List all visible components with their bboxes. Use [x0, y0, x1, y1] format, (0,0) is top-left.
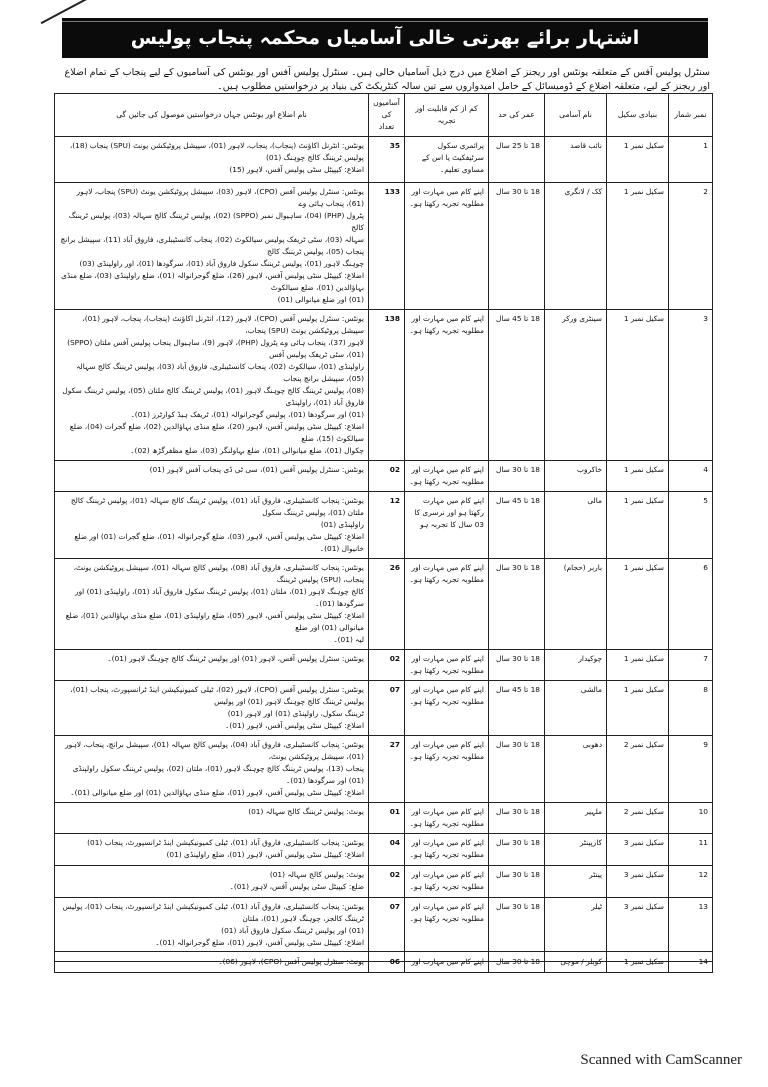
cell-posts: 06 — [369, 952, 405, 973]
office-line: یونٹس: پنجاب کانسٹیبلری، فاروق آباد (01)، ٹیلی کمیونیکیشن اینڈ ٹرانسپورٹ، پنجاب (01) — [87, 838, 364, 847]
cell-serial: 10 — [669, 803, 713, 834]
table-row — [55, 183, 713, 310]
office-line: چوہنگ لاہور (01)، پولیس ٹریننگ سکول فاروق آباد (01)، سرگودھا (01)، اور راولپنڈی (03) — [79, 259, 364, 268]
cell-scale: سکیل نمبر 1 — [607, 461, 669, 492]
cell-age: 18 تا 30 سال — [489, 461, 545, 492]
office-line: اضلاع: کیپیٹل سٹی پولیس آفس، لاہور (15) — [229, 165, 364, 174]
cell-posts: 07 — [369, 898, 405, 962]
office-line: یونٹس: سنٹرل پولیس آفس، لاہور (01) اور پولیس ٹریننگ کالج چوہنگ لاہور (01)۔ — [107, 654, 364, 663]
cell-post: ٹیلر — [545, 898, 607, 962]
office-line: یونٹس: پنجاب کانسٹیبلری، فاروق آباد (01)، پولیس ٹریننگ کالج سہالہ (01)، پولیس ٹریننگ کالج ملتان (01)، پولیس ٹریننگ سکول — [70, 496, 364, 517]
cell-age: 18 تا 45 سال — [489, 310, 545, 461]
table-row — [55, 559, 713, 650]
office-line: کالج چوہنگ لاہور (01)، ملتان (01)، پولیس ٹریننگ سکول فاروق آباد (01)، راولپنڈی (01) اور سرگودھا (01)۔ — [75, 587, 364, 608]
office-line: یونٹ: پولیس ٹریننگ کالج سہالہ (01) — [248, 807, 364, 816]
cell-serial: 5 — [669, 492, 713, 559]
office-line: ٹریننگ سکول، راولپنڈی (01) اور لاہور (01) — [227, 709, 364, 718]
cell-qualification: اپنے کام میں مہارت اور مطلوبہ تجربہ رکھتا ہو۔ — [405, 559, 489, 650]
cell-posts: 04 — [369, 834, 405, 866]
cell-offices — [55, 559, 369, 650]
header-serial: نمبر شمار — [669, 94, 713, 137]
cell-scale: سکیل نمبر 1 — [607, 183, 669, 310]
advertisement-title: اشتہار برائے بھرتی خالی آسامیاں محکمہ پنجاب پولیس — [130, 27, 640, 49]
header-scale: بنیادی سکیل — [607, 94, 669, 137]
table-row — [55, 492, 713, 559]
header-post: نام آسامی — [545, 94, 607, 137]
table-row — [55, 650, 713, 681]
cell-scale: سکیل نمبر 2 — [607, 736, 669, 803]
cell-qualification: اپنے کام میں مہارت اور مطلوبہ تجربہ رکھتا ہو۔ — [405, 681, 489, 736]
cell-qualification: اپنے کام میں مہارت اور مطلوبہ تجربہ رکھتا ہو۔ — [405, 310, 489, 461]
cell-offices — [55, 461, 369, 492]
office-line: راولپنڈی (01)، سیالکوٹ (02)، پنجاب کانسٹیبلری، فاروق آباد (03)، پولیس ٹریننگ کالج سہالہ (05)، سپیشل برانچ پنجاب — [76, 362, 364, 383]
table-row — [55, 866, 713, 898]
office-line: اضلاع: کیپیٹل سٹی پولیس آفس، لاہور (20)، ضلع منڈی بہاؤالدین (02)، ضلع گجرات (04)، ضلع سیالکوٹ (15)، ضلع — [69, 422, 364, 443]
office-line: یونٹس: پنجاب کانسٹیبلری، فاروق آباد (04)، پولیس کالج سہالہ (01)، سپیشل برانچ، پنجاب، لاہور (01)، سپیشل پروٹیکشن یونٹ، — [65, 740, 364, 761]
cell-age: 18 تا 30 سال — [489, 183, 545, 310]
cell-serial: 1 — [669, 137, 713, 183]
cell-scale: سکیل نمبر 1 — [607, 650, 669, 681]
cell-age: 18 تا 45 سال — [489, 681, 545, 736]
cell-posts: 138 — [369, 310, 405, 461]
cell-offices — [55, 834, 369, 866]
cell-age: 18 تا 25 سال — [489, 137, 545, 183]
cell-post: مالشی — [545, 681, 607, 736]
office-line: اضلاع: کیپیٹل سٹی پولیس آفس، لاہور (26)، ضلع گوجرانوالہ (01)، ضلع راولپنڈی (03)، ضلع منڈی بہاؤالدین (01)، ضلع سیالکوٹ — [61, 271, 364, 292]
office-line: ضلع: کیپیٹل سٹی پولیس آفس، لاہور (01)۔ — [229, 882, 364, 891]
table-row — [55, 803, 713, 834]
additional-vacancy-table — [54, 951, 713, 973]
cell-qualification: اپنے کام میں مہارت اور — [405, 952, 489, 973]
office-line: راولپنڈی (01) — [320, 520, 364, 529]
cell-offices — [55, 492, 369, 559]
office-line: پولیس ٹریننگ کالج چوہنگ (01) — [266, 153, 364, 162]
cell-post: سینٹری ورکر — [545, 310, 607, 461]
cell-posts: 01 — [369, 803, 405, 834]
cell-scale: سکیل نمبر 2 — [607, 803, 669, 834]
cell-posts: 12 — [369, 492, 405, 559]
cell-posts: 02 — [369, 866, 405, 898]
office-line: یونٹس: سنٹرل پولیس آفس (CPO)، لاہور (12)، انٹرنل اکاؤنٹ (پنجاب)، پنجاب، لاہور (01)، سپیشل پروٹیکشن یونٹ (SPU) پنجاب، — [82, 314, 364, 335]
cell-offices — [55, 803, 369, 834]
cell-post: نائب قاصد — [545, 137, 607, 183]
office-line: یونٹس: پنجاب کانسٹیبلری، فاروق آباد (01)، ٹیلی کمیونیکیشن اینڈ ٹرانسپورٹ، پنجاب (01)، پولیس ٹریننگ کالجز، چوہنگ لاہور (01)، ملتان — [62, 902, 364, 923]
cell-post: مالی — [545, 492, 607, 559]
office-line: (01) اور پولیس ٹریننگ سکول فاروق آباد (01) — [221, 926, 364, 935]
cell-offices — [55, 137, 369, 183]
office-line: (08)، پولیس ٹریننگ کالج چوہنگ لاہور (01)، پولیس ٹریننگ کالج ملتان (05)، پولیس ٹریننگ سکول فاروق آباد (01)، راولپنڈی — [62, 386, 364, 407]
cell-scale: سکیل نمبر 1 — [607, 137, 669, 183]
cell-serial: 6 — [669, 559, 713, 650]
cell-age: 18 تا 30 سال — [489, 952, 545, 973]
office-line: اضلاع: کیپیٹل سٹی پولیس آفس، لاہور (03)، ضلع گوجرانوالہ (01)، ضلع گجرات (01) اور ضلع خانیوال (01)۔ — [74, 532, 364, 553]
cell-scale: سکیل نمبر 1 — [607, 559, 669, 650]
cell-serial: 8 — [669, 681, 713, 736]
cell-serial: 4 — [669, 461, 713, 492]
cell-qualification: اپنے کام میں مہارت اور مطلوبہ تجربہ رکھتا ہو۔ — [405, 736, 489, 803]
table-row — [55, 834, 713, 866]
cell-age: 18 تا 30 سال — [489, 898, 545, 962]
office-line: پنجاب (13)، پولیس ٹریننگ کالج چوہنگ لاہور (01)، ملتان (02)، پولیس ٹریننگ سکول راولپنڈی (01) اور سرگودھا (01)۔ — [72, 764, 364, 785]
cell-post: دھوبی — [545, 736, 607, 803]
cell-scale: سکیل نمبر 3 — [607, 898, 669, 962]
office-line: اضلاع: کیپیٹل سٹی پولیس آفس، لاہور (01)، ضلع منڈی بہاؤالدین (01) اور ضلع میانوالی (01)۔ — [70, 788, 364, 797]
office-line: یونٹس: انٹرنل اکاؤنٹ (پنجاب)، پنجاب، لاہور (01)، سپیشل پروٹیکشن یونٹ (SPU) پنجاب (18)، — [69, 141, 364, 150]
cell-qualification: پرائمری سکول سرٹیفکیٹ یا اس کے مساوی تعلیم۔ — [405, 137, 489, 183]
office-line: سہالہ (03)، سٹی ٹریفک پولیس سیالکوٹ (02)، پنجاب کانسٹیبلری، فاروق آباد (11)، سپیشل برانچ پنجاب (05)، پولیس ٹریننگ کالج — [60, 235, 364, 256]
cell-posts: 27 — [369, 736, 405, 803]
cell-qualification: اپنے کام میں مہارت اور مطلوبہ تجربہ رکھتا ہو۔ — [405, 866, 489, 898]
header-offices: نام اضلاع اور یونٹس جہاں درخواستیں موصول کی جائیں گی — [55, 94, 369, 137]
cell-qualification: اپنے کام میں مہارت اور مطلوبہ تجربہ رکھتا ہو۔ — [405, 461, 489, 492]
office-line: اضلاع: کیپیٹل سٹی پولیس آفس، لاہور (01)، ضلع گوجرانوالہ (01)۔ — [155, 938, 364, 947]
office-line: (01) اور سرگودھا (01)، پولیس گوجرانوالہ (01)، ٹریفک ہیڈ کوارٹرز (01)۔ — [130, 410, 364, 419]
cell-offices: یونٹ: سنٹرل پولیس آفس (CPO)، لاہور (06)۔ — [55, 952, 369, 973]
vacancies-table — [54, 93, 713, 962]
office-line: چکوال (01)، ضلع میانوالی (01)، ضلع بہاولنگر (03)، ضلع مظفرگڑھ (02)۔ — [130, 446, 364, 455]
cell-posts: 133 — [369, 183, 405, 310]
cell-posts: 02 — [369, 650, 405, 681]
cell-scale: سکیل نمبر 3 — [607, 866, 669, 898]
cell-age: 18 تا 45 سال — [489, 492, 545, 559]
office-line: یونٹس: سنٹرل پولیس آفس (CPO)، لاہور (03)، سپیشل پروٹیکشن یونٹ (SPU) پنجاب، لاہور (61)، پنجاب ہائی وے — [76, 187, 364, 208]
cell-post: کارپینٹر — [545, 834, 607, 866]
office-line: اضلاع: کیپیٹل سٹی پولیس آفس، لاہور (01)۔ — [225, 721, 364, 730]
cell-posts: 35 — [369, 137, 405, 183]
cell-qualification: اپنے کام میں مہارت اور مطلوبہ تجربہ رکھتا ہو۔ — [405, 834, 489, 866]
cell-scale: سکیل نمبر 1 — [607, 952, 669, 973]
cell-qualification: اپنے کام میں مہارت اور مطلوبہ تجربہ رکھتا ہو۔ — [405, 803, 489, 834]
office-line: لاہور (37)، پنجاب ہائی وے پٹرول (PHP)، لاہور (9)، ساہیوال پنجاب پولیس آفس ملتان (SPPO) (01)، سٹی ٹریفک پولیس آفس — [67, 338, 364, 359]
cell-posts: 26 — [369, 559, 405, 650]
intro-paragraph: سنٹرل پولیس آفس کے متعلقہ یونٹس اور ریجنز کے اضلاع میں درج ذیل آسامیاں خالی ہیں۔ سنٹرل پولیس آفس اور یونٹس کی آسامیوں کے لیے پنجاب کے تمام اضلاع اور ریجنز کے لیے، متعلقہ اضلاع کے ڈومیسائل کے حامل امیدواروں سے تین سالہ کنٹریکٹ کی بنیاد پر درخواستیں مطلوب ہیں۔ — [64, 67, 710, 92]
cell-age: 18 تا 30 سال — [489, 866, 545, 898]
table-row — [55, 952, 713, 973]
cell-post: چوکیدار — [545, 650, 607, 681]
table-header-row — [55, 94, 713, 137]
cell-offices — [55, 866, 369, 898]
cell-post: پینٹر — [545, 866, 607, 898]
cell-age: 18 تا 30 سال — [489, 650, 545, 681]
office-line: یونٹس: سنٹرل پولیس آفس (CPO)، لاہور (02)، ٹیلی کمیونیکیشن اینڈ ٹرانسپورٹ، پنجاب (01)، پولیس ٹریننگ کالج چوہنگ لاہور (01) اور پولیس — [70, 685, 364, 706]
office-line: یونٹس: سنٹرل پولیس آفس (01)، سی ٹی ڈی پنجاب آفس لاہور (01) — [149, 465, 364, 474]
cell-age: 18 تا 30 سال — [489, 834, 545, 866]
table-row — [55, 310, 713, 461]
cell-scale: سکیل نمبر 1 — [607, 492, 669, 559]
cell-offices — [55, 310, 369, 461]
advertisement-banner — [62, 18, 708, 58]
header-posts: آسامیوں کی تعداد — [369, 94, 405, 137]
cell-serial: 13 — [669, 898, 713, 962]
cell-serial: 3 — [669, 310, 713, 461]
cell-serial: 11 — [669, 834, 713, 866]
cell-posts: 07 — [369, 681, 405, 736]
table-row — [55, 461, 713, 492]
cell-serial: 12 — [669, 866, 713, 898]
office-line: پٹرول (PHP) (04)، ساہیوال نمبر (SPPO) (02)، پولیس ٹریننگ کالج سہالہ (03)، پولیس ٹریننگ کالج — [68, 211, 364, 232]
cell-qualification: اپنے کام میں مہارت اور مطلوبہ تجربہ رکھتا ہو۔ — [405, 898, 489, 962]
office-line: اضلاع: کیپیٹل سٹی پولیس آفس، لاہور (01)، ضلع راولپنڈی (01) — [166, 850, 364, 859]
cell-offices — [55, 681, 369, 736]
cell-qualification: اپنے کام میں مہارت اور مطلوبہ تجربہ رکھتا ہو۔ — [405, 650, 489, 681]
table-row — [55, 681, 713, 736]
cell-age: 18 تا 30 سال — [489, 559, 545, 650]
header-age: عمر کی حد — [489, 94, 545, 137]
cell-offices — [55, 736, 369, 803]
cell-serial: 7 — [669, 650, 713, 681]
cell-scale: سکیل نمبر 1 — [607, 681, 669, 736]
office-line: (01) اور ضلع میانوالی (01) — [277, 295, 364, 304]
header-qualification: کم از کم قابلیت اور تجربہ — [405, 94, 489, 137]
cell-age: 18 تا 30 سال — [489, 736, 545, 803]
cell-offices — [55, 183, 369, 310]
cell-qualification: اپنے کام میں مہارت اور مطلوبہ تجربہ رکھتا ہو۔ — [405, 183, 489, 310]
cell-post: کک / لانگری — [545, 183, 607, 310]
cell-post: ملہیر — [545, 803, 607, 834]
cell-qualification: اپنے کام میں مہارت رکھتا ہو اور نرسری کا 03 سال کا تجربہ ہو — [405, 492, 489, 559]
table-body — [55, 137, 713, 962]
cell-offices — [55, 650, 369, 681]
cell-scale: سکیل نمبر 1 — [607, 310, 669, 461]
cell-post: خاکروب — [545, 461, 607, 492]
office-line: اضلاع: کیپیٹل سٹی پولیس آفس، لاہور (05)، ضلع راولپنڈی (01)، ضلع منڈی بہاؤالدین (01)، ضلع میانوالی (01) اور ضلع — [65, 611, 364, 632]
cell-post: کوبلر / موچی — [545, 952, 607, 973]
cell-post: باربر (حجام) — [545, 559, 607, 650]
cell-scale: سکیل نمبر 3 — [607, 834, 669, 866]
office-line: لیہ (01)۔ — [333, 635, 364, 644]
cell-serial: 14 — [669, 952, 713, 973]
banner-rule — [62, 21, 708, 22]
table-row — [55, 736, 713, 803]
office-line: یونٹس: پنجاب کانسٹیبلری، فاروق آباد (08)، پولیس کالج سہالہ (01)، سپیشل پروٹیکشن یونٹ، پنجاب، (SPU) پولیس ٹریننگ — [73, 563, 364, 584]
cell-serial: 9 — [669, 736, 713, 803]
scanner-watermark: Scanned with CamScanner — [580, 1052, 742, 1068]
cell-age: 18 تا 30 سال — [489, 803, 545, 834]
cell-serial: 2 — [669, 183, 713, 310]
table-row — [55, 137, 713, 183]
cell-posts: 02 — [369, 461, 405, 492]
office-line: یونٹ: پولیس کالج سہالہ (01) — [269, 870, 364, 879]
